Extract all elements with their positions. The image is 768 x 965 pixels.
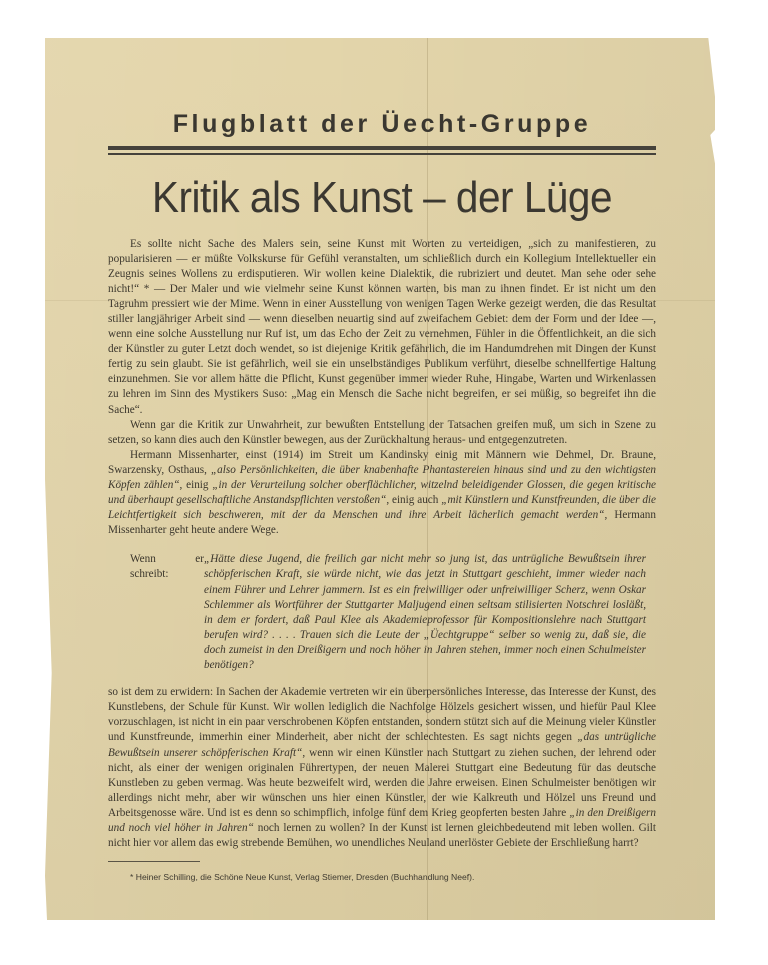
quoted-text: „mit Künstlern und Kunstfreunden, die über die Leichtfertigkeit sich beschweren, mit der da Menschen und ihre Arbeit lächerlich gemacht werden“ bbox=[108, 494, 656, 522]
quoted-text: „in den Dreißigern und noch viel höher in Jahren“ bbox=[108, 806, 656, 834]
footnote-rule bbox=[108, 861, 200, 862]
quote-text: „Hätte diese Jugend, die freilich gar nicht mehr so jung ist, das untrügliche Bewußtsein ihrer schöpferischen Kraft, sie würde nicht, wie das jetzt in Stuttgart geschieht, immer wieder nach einem Führer und Lehrer jammern. Ist es ein freiwilliger oder unfreiwilliger Scherz, wenn Oskar Schlemmer als Wortführer der Stuttgarter Maljugend einen seltsam stilisierten Notschrei losläßt, in dem er fordert, daß Paul Klee als Akademieprofessor für Kompositionslehre nach Stuttgart berufen wird? . . . . Trauen sich die Leute der „Üechtgruppe“ selber so wenig zu, daß sie, die doch zumeist in den Dreißigern und noch höher in Jahren stehen, immer noch einen Schulmeister benötigen? bbox=[204, 553, 646, 672]
body-text: noch lernen zu wollen? In der Kunst ist lernen gleichbedeutend mit leben wollen. Gilt nicht hier vor allem das ewig strebende Bemühen, wo unendliches Neuland unerlöster Gebiete der Erschließung harrt? bbox=[108, 821, 656, 850]
masthead: Flugblatt der Üecht-Gruppe bbox=[172, 110, 592, 138]
flyer-content bbox=[108, 108, 656, 885]
body-text: so ist dem zu erwidern: In Sachen der Akademie vertreten wir ein überpersönliches Interesse, das Interesse der Kunst, des Kunstlebens, der Schule für Kunst. Wir wollen lediglich die Nachfolge Hölzels gesichert wissen, und hiefür Paul Klee vorzuschlagen, ist nicht in ein paar verschrobenen Köpfen entstanden, sondern stützt sich auf die Meinung vieler Künstler und Kunstfreunde, immerhin einer Minderheit, aber nicht der schlechtesten. Es sagt nichts gegen bbox=[108, 686, 656, 744]
quote-block bbox=[108, 552, 656, 673]
quoted-text: „das untrügliche Bewußtsein unserer schöpferischen Kraft“ bbox=[108, 731, 656, 759]
paragraph-2 bbox=[108, 418, 656, 448]
body-text: , einig bbox=[179, 479, 213, 491]
body-text: , einig auch bbox=[386, 494, 442, 507]
paragraph-1 bbox=[108, 237, 656, 418]
quoted-text: „also Persönlichkeiten, die über knabenhafte Phantastereien hinaus sind und zu den wichtigsten Köpfen zählen“ bbox=[108, 463, 657, 491]
closing-paragraph bbox=[108, 685, 656, 851]
body-text: , wenn wir einen Künstler nach Stuttgart zu ziehen suchen, der lehrend oder nicht, als einer der wenigen originalen Führertypen, der neuen Malerei Stuttgart eine Bedeutung für das deutsche Kunstleben zu geben vermag. Was heute bezweifelt wird, werden die Jahre erweisen. Einen Schulmeister benötigen wir allerdings nicht mehr, aber wir wünschen uns hier einen Künstler, der wie Kalkreuth und Hölzel uns Freund und Arbeitsgenosse wäre. Und ist es denn so schimpflich, infolge fünf dem Krieg geopferten besten Jahre bbox=[108, 746, 656, 819]
body-text: , Hermann Missenharter geht heute andere Wege. bbox=[108, 509, 656, 537]
body-text: Hermann Missenharter, einst (1914) im Streit um Kandinsky einig mit Männern wie Dehmel, Dr. Braune, Swarzensky, Osthaus, bbox=[108, 448, 656, 476]
quoted-text: „in der Verurteilung solcher oberflächlicher, witzelnd beleidigender Glossen, die gegen kritische und überhaupt gesellschaftliche Anstandspflichten verstoßen“ bbox=[108, 479, 657, 507]
footnote: * Heiner Schilling, die Schöne Neue Kunst, Verlag Stiemer, Dresden (Buchhandlung Neef). bbox=[130, 872, 475, 883]
article-title: Kritik als Kunst – der Lüge bbox=[151, 172, 613, 222]
article-body bbox=[108, 237, 656, 886]
paragraph-3 bbox=[108, 448, 656, 539]
body-text: Wenn gar die Kritik zur Unwahrheit, zur bewußten Entstellung der Tatsachen greifen muß, um sich in Szene zu setzen, so kann dies auch den Künstler bewegen, aus der Zurückhaltung heraus- und entgegenzutreten. bbox=[108, 418, 656, 446]
masthead-rule-thick bbox=[108, 146, 656, 150]
body-text: Es sollte nicht Sache des Malers sein, seine Kunst mit Worten zu verteidigen, „sich zu manifestieren, zu popularisieren — er müßte Volkskurse für Gefühl veranstalten, um schließlich durch ein Kollegium Intellektueller ein Zeugnis seines Wollens zu erdisputieren. Wir wollen keine Dialektik, die rubriziert und deutet. Man sehe oder sehe nicht!“ * — Der Maler und wie vielmehr seine Kunst können warten, bis man zu ihnen findet. Er ist nicht um den Tagruhm pressiert wie der Mime. Wenn in einer Ausstellung von wenigen Tagen Werke gezeigt werden, die das Resultat stiller langjähriger Arbeit sind — wenn dieselben neuartig sind auf zweifachem Gebiet: dem der Form und der Idee —, wenn eine solche Ausstellung nur Ruf ist, um das Echo der Zeit zu vernehmen, Fühler in die Öffentlichkeit, an die sich der Künstler zu guter Letzt doch wendet, so ist diejenige Kritik gefährlich, die im Handumdrehen mit Dingen der Kunst fertig zu sein glaubt. Sie ist gefährlich, weil sie ein unselbständiges Publikum verführt, dieselbe schnellfertige Haltung einzunehmen. Sie vor allem hätte die Pflicht, Kunst gegenüber immer wieder Ruhe, Hingabe, Warten und Wirkenlassen zu lehren im Sinn des Mystikers Suso: „Mag ein Mensch die Sache nicht begreifen, er sei müßig, so begreifet ihn die Sache“. bbox=[108, 237, 656, 416]
quote-label: Wenn er schreibt: bbox=[130, 553, 204, 581]
masthead-rule-thin bbox=[108, 153, 656, 155]
